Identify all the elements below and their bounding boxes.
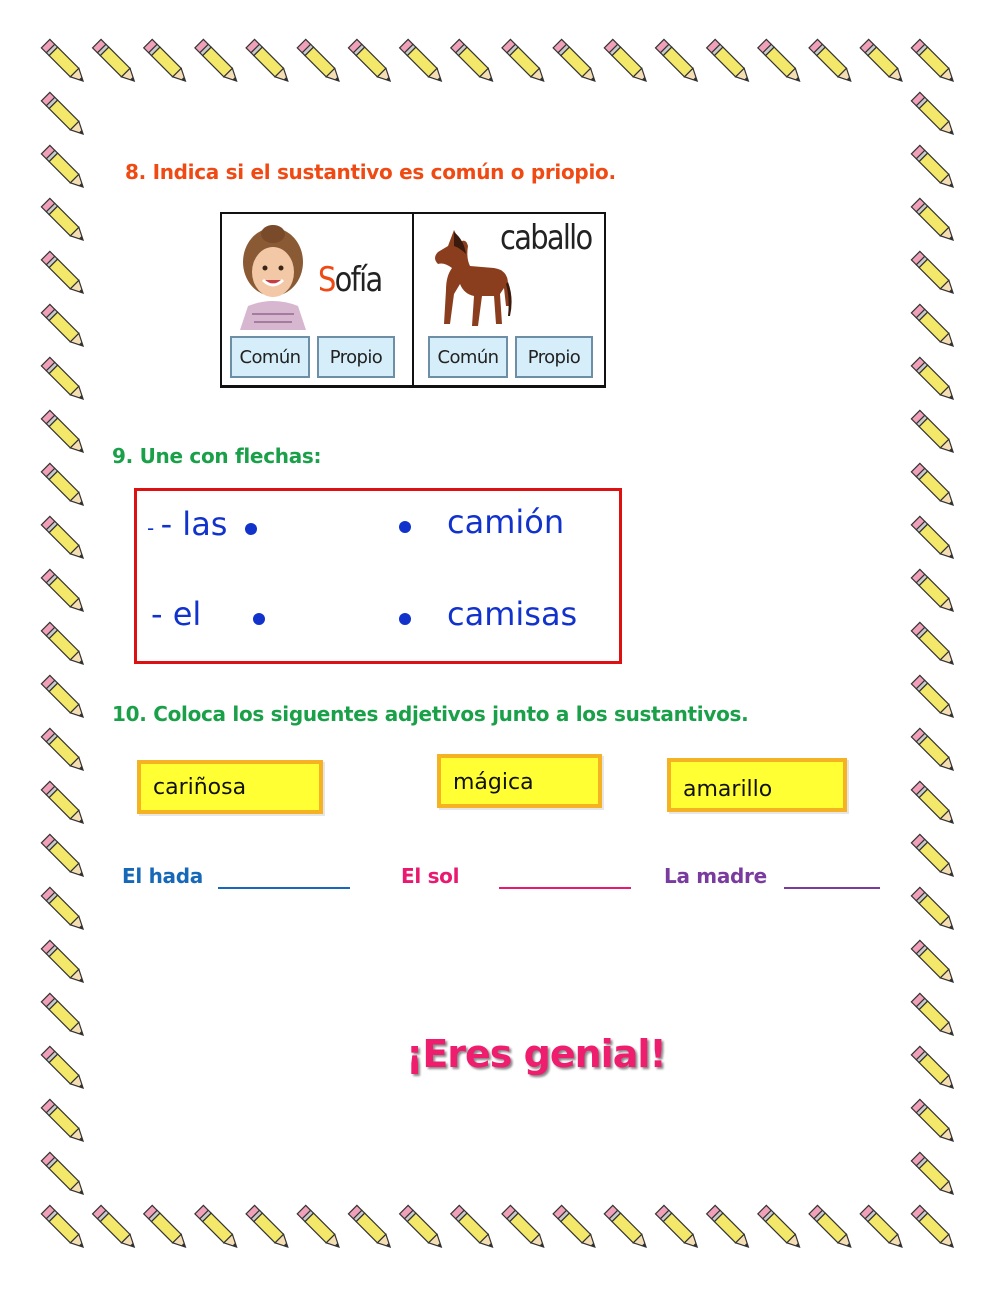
- pencil-icon: [41, 145, 87, 191]
- pencil-icon: [758, 39, 804, 85]
- pencil-icon: [400, 39, 446, 85]
- pencil-icon: [911, 39, 957, 85]
- pencil-icon: [41, 516, 87, 562]
- adjective-card-amarillo[interactable]: amarillo: [667, 758, 847, 812]
- pencil-icon: [41, 304, 87, 350]
- pencil-icon: [41, 1099, 87, 1145]
- pencil-icon: [911, 728, 957, 774]
- pencil-icon: [41, 940, 87, 986]
- match-right-camisas: camisas: [447, 595, 578, 633]
- pencil-icon: [246, 1205, 292, 1251]
- pencil-icon: [502, 39, 548, 85]
- comun-button-caballo[interactable]: Común: [428, 336, 508, 378]
- pencil-icon: [297, 39, 343, 85]
- match-left-las: - - las: [147, 505, 228, 543]
- pencil-icon: [348, 1205, 394, 1251]
- pencil-icon: [41, 887, 87, 933]
- pencil-icon: [451, 39, 497, 85]
- pencil-icon: [41, 463, 87, 509]
- pencil-icon: [809, 1205, 855, 1251]
- match-left-el: - el: [151, 595, 202, 633]
- pencil-icon: [860, 1205, 906, 1251]
- question-9-heading: 9. Une con flechas:: [112, 444, 322, 468]
- pencil-icon: [911, 145, 957, 191]
- pencil-icon: [911, 675, 957, 721]
- pencil-icon: [707, 1205, 753, 1251]
- pencil-icon: [911, 781, 957, 827]
- noun-la-madre: La madre: [664, 864, 767, 888]
- noun-card-sofia: [222, 214, 414, 385]
- pencil-icon: [911, 1152, 957, 1198]
- pencil-icon: [41, 39, 87, 85]
- match-dot-right-1[interactable]: [399, 521, 411, 533]
- match-right-camion: camión: [447, 503, 565, 541]
- pencil-icon: [911, 993, 957, 1039]
- pencil-icon: [246, 39, 292, 85]
- pencil-icon: [41, 357, 87, 403]
- question-10-heading: 10. Coloca los siguentes adjetivos junto a los sustantivos.: [112, 702, 749, 726]
- word-sofia: Sofía: [318, 260, 382, 300]
- blank-la-madre[interactable]: [784, 887, 880, 889]
- pencil-icon: [655, 1205, 701, 1251]
- pencil-icon: [195, 39, 241, 85]
- match-dot-right-2[interactable]: [399, 613, 411, 625]
- pencil-icon: [911, 887, 957, 933]
- pencil-icon: [911, 940, 957, 986]
- matching-box: [134, 488, 622, 664]
- pencil-icon: [451, 1205, 497, 1251]
- pencil-icon: [502, 1205, 548, 1251]
- pencil-icon: [41, 781, 87, 827]
- pencil-icon: [400, 1205, 446, 1251]
- pencil-icon: [297, 1205, 343, 1251]
- pencil-icon: [41, 675, 87, 721]
- blank-el-hada[interactable]: [218, 887, 350, 889]
- comun-button-sofia[interactable]: Común: [230, 336, 310, 378]
- blank-el-sol[interactable]: [499, 887, 631, 889]
- pencil-icon: [911, 622, 957, 668]
- pencil-icon: [41, 198, 87, 244]
- pencil-icon: [348, 39, 394, 85]
- pencil-icon: [41, 622, 87, 668]
- pencil-icon: [93, 39, 139, 85]
- propio-button-sofia[interactable]: Propio: [317, 336, 395, 378]
- pencil-icon: [655, 39, 701, 85]
- pencil-icon: [604, 1205, 650, 1251]
- noun-el-hada: El hada: [122, 864, 203, 888]
- girl-photo-icon: [230, 222, 316, 330]
- pencil-icon: [195, 1205, 241, 1251]
- pencil-icon: [41, 1152, 87, 1198]
- pencil-icon: [911, 251, 957, 297]
- pencil-icon: [93, 1205, 139, 1251]
- pencil-icon: [911, 1205, 957, 1251]
- noun-classification-table: [220, 212, 606, 388]
- pencil-icon: [41, 251, 87, 297]
- noun-card-caballo: [414, 214, 604, 385]
- closing-message: ¡Eres genial!: [406, 1032, 666, 1076]
- pencil-icon: [144, 39, 190, 85]
- pencil-icon: [41, 410, 87, 456]
- pencil-icon: [604, 39, 650, 85]
- pencil-icon: [911, 304, 957, 350]
- pencil-icon: [758, 1205, 804, 1251]
- pencil-icon: [911, 198, 957, 244]
- pencil-icon: [41, 92, 87, 138]
- adjective-card-magica[interactable]: mágica: [437, 754, 602, 808]
- pencil-icon: [911, 463, 957, 509]
- pencil-icon: [911, 357, 957, 403]
- pencil-icon: [911, 834, 957, 880]
- propio-button-caballo[interactable]: Propio: [515, 336, 593, 378]
- pencil-icon: [41, 993, 87, 1039]
- adjective-card-carinosa[interactable]: cariñosa: [137, 760, 323, 814]
- pencil-icon: [911, 1046, 957, 1092]
- pencil-icon: [911, 92, 957, 138]
- pencil-icon: [553, 39, 599, 85]
- pencil-icon: [41, 834, 87, 880]
- pencil-icon: [911, 1099, 957, 1145]
- pencil-icon: [41, 1205, 87, 1251]
- match-dot-left-2[interactable]: [253, 613, 265, 625]
- pencil-icon: [553, 1205, 599, 1251]
- pencil-icon: [144, 1205, 190, 1251]
- noun-el-sol: El sol: [401, 864, 460, 888]
- question-8-heading: 8. Indica si el sustantivo es común o priopio.: [125, 160, 616, 184]
- match-dot-left-1[interactable]: [245, 523, 257, 535]
- pencil-icon: [911, 516, 957, 562]
- pencil-icon: [860, 39, 906, 85]
- pencil-icon: [809, 39, 855, 85]
- pencil-icon: [41, 569, 87, 615]
- pencil-icon: [911, 410, 957, 456]
- pencil-icon: [41, 728, 87, 774]
- pencil-icon: [911, 569, 957, 615]
- pencil-icon: [41, 1046, 87, 1092]
- pencil-icon: [707, 39, 753, 85]
- word-caballo: caballo: [500, 218, 592, 258]
